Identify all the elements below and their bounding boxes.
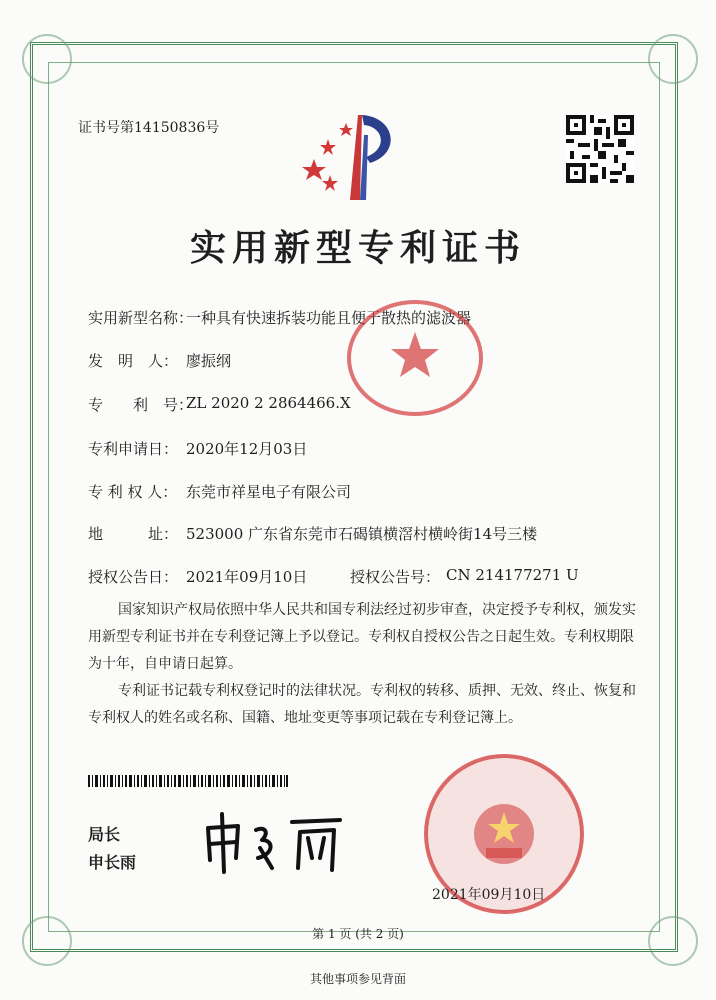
- corner-ornament: [22, 34, 72, 84]
- corner-ornament: [648, 34, 698, 84]
- grant-date: 2021年09月10日: [186, 568, 308, 586]
- certificate-number: 证书号第14150836号: [78, 120, 220, 136]
- statement-paragraph-1: 国家知识产权局依照中华人民共和国专利法经过初步审查，决定授予专利权，颁发实用新型专利证书并在专利登记簿上予以登记。专利权自授权公告之日起生效。专利权期限为十年，自申请日起算。: [88, 602, 636, 672]
- patentee-name: 东莞市祥星电子有限公司: [186, 483, 352, 501]
- address-label: 地 址：: [88, 525, 179, 543]
- seal-date: 2021年09月10日: [432, 887, 546, 903]
- inventor-label: 发 明 人：: [88, 352, 179, 370]
- director-title: 局长: [88, 825, 121, 844]
- address: 523000 广东省东莞市石碣镇横滘村横岭街14号三楼: [186, 525, 538, 543]
- patentee-label: 专 利 权 人：: [88, 483, 178, 501]
- utility-model-name: 一种具有快速拆装功能且便于散热的滤波器: [186, 309, 472, 327]
- footer-note: 其他事项参见背面: [309, 972, 406, 986]
- director-name: 申长雨: [88, 853, 137, 872]
- utility-model-name-label: 实用新型名称：: [88, 309, 194, 327]
- patent-number: ZL 2020 2 2864466.X: [186, 394, 351, 412]
- signature-icon: [200, 808, 350, 878]
- cnipa-logo-icon: [300, 105, 410, 205]
- grant-number: CN 214177271 U: [446, 566, 579, 584]
- certificate-title: 实用新型专利证书: [189, 228, 526, 269]
- grant-number-label: 授权公告号：: [350, 568, 441, 586]
- statement-paragraph-2: 专利证书记载专利权登记时的法律状况。专利权的转移、质押、无效、终止、恢复和专利权人的姓名或名称、国籍、地址变更等事项记载在专利登记簿上。: [88, 683, 636, 726]
- company-seal-icon: [345, 298, 485, 418]
- qr-code-icon: [566, 115, 634, 183]
- grant-date-label: 授权公告日：: [88, 568, 179, 586]
- page-indicator: 第 1 页 (共 2 页): [312, 927, 404, 941]
- inventor-name: 廖振纲: [186, 352, 232, 370]
- patent-number-label: 专 利 号：: [88, 396, 194, 414]
- filing-date-label: 专利申请日：: [88, 440, 179, 458]
- barcode-icon: [88, 775, 288, 787]
- filing-date: 2020年12月03日: [186, 440, 308, 458]
